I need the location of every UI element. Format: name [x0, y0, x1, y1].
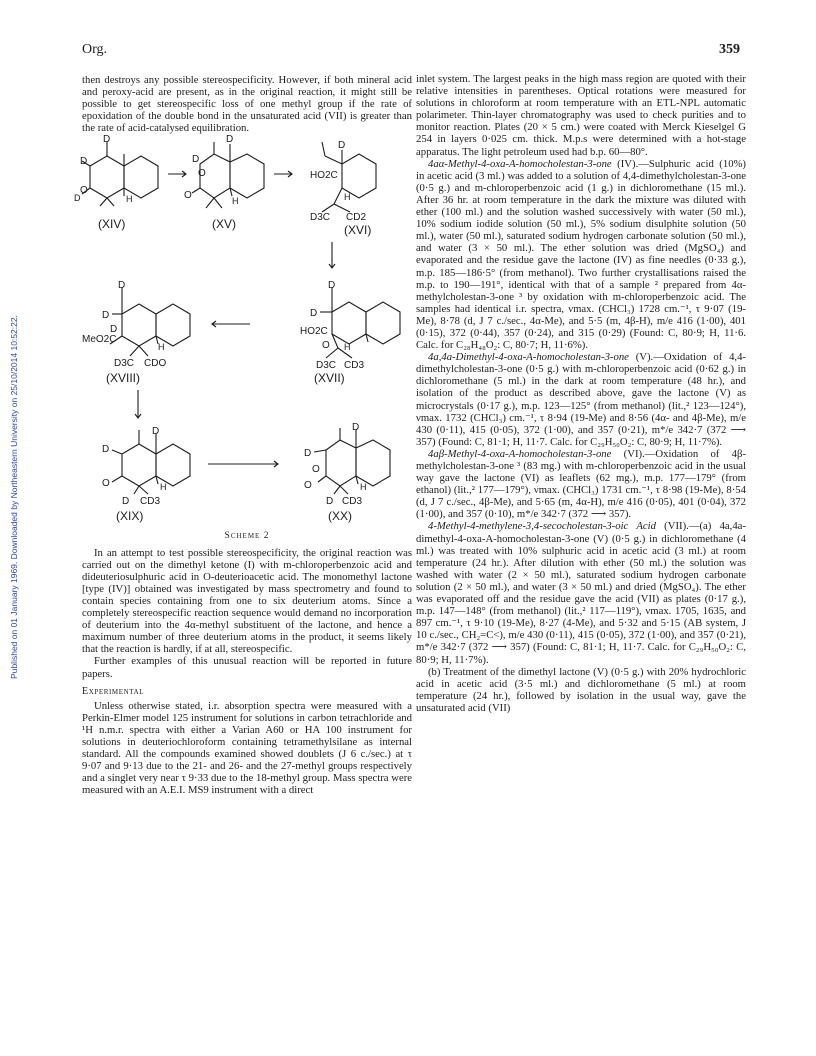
running-header-journal: Org.	[82, 42, 108, 57]
atom-label: CD3	[344, 360, 365, 372]
atom-label: MeO2C	[82, 334, 117, 346]
compound-label: (XV)	[212, 217, 236, 232]
scheme-caption: Scheme 2	[224, 531, 270, 542]
atom-label: D	[152, 426, 160, 438]
atom-label: D	[74, 193, 81, 204]
atom-label: H	[232, 196, 239, 207]
compound-name: 4aα-Methyl-4-oxa-A-homocholestan-3-one	[428, 157, 612, 170]
atom-label: D	[102, 444, 110, 456]
atom-label: D	[103, 134, 111, 146]
procedure-text: (IV).—Sulphuric acid (10%) in acetic acid (3 ml.) was added to a solution of 4,4-dimethylcholestan-3-one (0·5 g.) and m-chloroperbenzoic acid (1 g.) in dichloromethane (15 ml.). After 36 hr. at room temperature in the dark the mixture was diluted with ether (100 ml.) and the solution washed successively with water (50 ml.), 10% sodium iodide solution (50 ml.), 5% sodium disulphite solution (50 ml.), water (50 ml.), saturated sodium hydrogen carbonate solution (50 ml.), and water (3 × 50 ml.). The ether solution was dried (MgSO₄) and evaporated and the residue gave the lactone (IV) as fine needles (0·33 g.), m.p. 185—186·5° (from methanol). Two further crystallisations raised the m.p. to 190—191°, identical with that of a sample ² prepared from 4α-methylcholestan-3-one ³ by oxidation with m-chloroperbenzoic acid. The samples had identical i.r. spectra, νmax. (CHCl₃) 1728 cm.⁻¹, τ 9·07 (19-Me), 8·78 (d, J 7 c./sec., 4α-Me), and 5·5 (m, 4β-H), m/e 416 (1·00), 401 (0·15), 372 (0·44), 357 (0·24), and 315 (0·29) (Found: C, 80·9; H, 11·6. Calc. for C₂₈H₄₈O₂: C, 80·7; H, 11·6%).	[416, 157, 746, 352]
procedure-paragraph	[416, 158, 746, 352]
atom-label: O	[184, 190, 192, 202]
experimental-paragraph: Unless otherwise stated, i.r. absorption spectra were measured with a Perkin-Elmer model 125 instrument for solutions in carbon tetrachloride and ¹H n.m.r. spectra with either a Varian A60 or HA 100 instrument for solutions in deuteriochloroform containing tetramethylsilane as internal standard. All the compounds examined showed doublets (J 6 c./sec.) at τ 9·07 and 9·13 due to the 21- and 26- and the 27-methyl groups respectively and a singlet very near τ 9·33 due to the 18-methyl group. Mass spectra were measured with an A.E.I. MS9 instrument with a direct	[82, 699, 412, 797]
download-watermark-text[interactable]: Published on 01 January 1969. Downloaded by Northeastern University on 25/10/2014 10:52:22.	[9, 315, 19, 679]
procedure-paragraph: (b) Treatment of the dimethyl lactone (V) (0·5 g.) with 20% hydrochloric acid in acetic acid (3·5 ml.) and dichloromethane (5 ml.) at room temperature (24 hr.), followed by isolation in the usual way, gave the unsaturated acid (VII)	[416, 665, 746, 714]
atom-label: O	[198, 168, 206, 180]
scheme-drawing	[74, 134, 412, 530]
page-number: 359	[719, 42, 740, 57]
atom-label: D	[338, 140, 346, 152]
atom-label: H	[360, 482, 367, 493]
atom-label: D	[122, 496, 130, 508]
atom-label: H	[344, 192, 351, 203]
atom-label: O	[322, 340, 330, 352]
compound-label: (XVI)	[344, 223, 372, 238]
atom-label: H	[344, 342, 351, 353]
atom-label: D	[226, 134, 234, 146]
atom-label: O	[102, 478, 110, 490]
atom-label: D	[192, 154, 200, 166]
atom-label: D	[102, 310, 110, 322]
body-paragraph: In an attempt to test possible stereospecificity, the original reaction was carried out on the dimethyl ketone (I) with m-chloroperbenzoic acid and dideuteriosulphuric acid in O-deuterioacetic acid. The monomethyl lactone [type (IV)] obtained was investigated by mass spectrometry and found to contain species containing from one to six deuterium atoms. Since a completely stereospecific reaction sequence would demand no incorporation of deuterium into the 4α-methyl substituent of the lactone, and hence a maximum number of three deuterium atoms in the product, it seems likely that the reaction is hardly, if at all, stereospecific.	[82, 546, 412, 656]
atom-label: CDO	[144, 358, 167, 370]
atom-label: D3C	[310, 212, 331, 224]
compound-label: (XVII)	[314, 371, 345, 386]
section-heading-experimental: Experimental	[82, 685, 145, 697]
atom-label: H	[158, 342, 165, 353]
atom-label: CD3	[140, 496, 161, 508]
atom-label: D	[328, 280, 336, 292]
intro-paragraph: then destroys any possible stereospecificity. However, if both mineral acid and peroxy-acid are present, as in the original reaction, it might still be possible to get stereospecific loss of one methyl group if the rate of epoxidation of the double bond in the unsaturated acid (VII) is greater than the rate of acid-catalysed equilibration.	[82, 74, 412, 135]
atom-label: D	[304, 448, 312, 460]
procedure-text: (VI).—Oxidation of 4β-methylcholestan-3-one ³ (83 mg.) with m-chloroperbenzoic acid in the usual way gave the lactone (VI) as leaflets (62 mg.), m.p. 177—179° (from ethanol) (lit.,² 177—179°), νmax. (CHCl₃) 1731 cm.⁻¹, τ 8·98 (19-Me), 8·54 (d, J 7 c./sec., 4β-Me), and 5·65 (m, 4α-H), m/e 416 (0·05), 401 (0·04), 372 (1·00), and 357 (0·10), m*/e 342·7 (372 ⟶ 357).	[416, 447, 746, 521]
atom-label: O	[304, 480, 312, 492]
atom-label: HO2C	[300, 326, 328, 338]
atom-label: D	[310, 308, 318, 320]
compound-label: (XIX)	[116, 509, 144, 524]
atom-label: D	[118, 280, 126, 292]
atom-label: D	[80, 156, 88, 168]
compound-name: 4aβ-Methyl-4-oxa-A-homocholestan-3-one	[428, 447, 612, 460]
right-column	[416, 73, 746, 714]
procedure-text: (VII).—(a) 4a,4a-dimethyl-4-oxa-A-homocholestan-3-one (V) (0·5 g.) in dichloromethane (4 ml.) was treated with 10% sulphuric acid in acetic acid (3 ml.) at room temperature (24 hr.). After dilution with ether (50 ml.) the solution was washed with water (2 × 50 ml.), saturated sodium hydrogen carbonate solution (2 × 50 ml.), and water (3 × 50 ml.) and dried (MgSO₄). The ether was evaporated off and the residue gave the acid (VII) as plates (0·17 g.), m.p. 147—148° (from methanol) (lit.,² 117—119°), νmax. 1705, 1635, and 897 cm.⁻¹, τ 9·10 (19-Me), 8·27 (4-Me), and 5·32 and 5·15 (AB system, J 10 c./sec., CH₂=C<), m/e 430 (0·11), 415 (0·05), 372 (1·00), and 357 (0·21), m*/e 342·7 (372 ⟶ 357) (Found: C, 81·1; H, 11·7. Calc. for C₂₉H₅₀O₂: C, 80·9; H, 11·7%).	[416, 520, 746, 666]
procedure-paragraph	[416, 520, 746, 665]
body-paragraph: Further examples of this unusual reaction will be reported in future papers.	[82, 655, 412, 680]
procedure-paragraph	[416, 448, 746, 521]
atom-label: D3C	[316, 360, 337, 372]
atom-label: O	[80, 185, 88, 197]
left-column	[74, 74, 412, 797]
atom-label: CD3	[342, 496, 363, 508]
atom-label: CD2	[346, 212, 367, 224]
atom-label: HO2C	[310, 170, 338, 182]
atom-label: H	[160, 482, 167, 493]
atom-label: D	[326, 496, 334, 508]
atom-label: D	[352, 422, 360, 434]
atom-label: O	[312, 464, 320, 476]
atom-label: D	[110, 324, 118, 336]
compound-label: (XVIII)	[106, 371, 141, 386]
compound-label: (XX)	[328, 509, 352, 524]
compound-label: (XIV)	[98, 217, 126, 232]
download-watermark	[6, 120, 22, 880]
reaction-scheme	[74, 134, 412, 530]
procedure-paragraph	[416, 351, 746, 448]
compound-name: 4-Methyl-4-methylene-3,4-secocholestan-3-oic Acid	[428, 520, 656, 533]
body-paragraph: inlet system. The largest peaks in the high mass region are quoted with their relative intensities in parentheses. Optical rotations were measured for solutions in chloroform at room temperature with an ETL-NPL automatic polarimeter. Thin-layer chromatography was used to check purities and to monitor reaction. Plates (20 × 5 cm.) were coated with Merck Kieselgel G 254 in layers 0·025 cm. thick. M.p.s were determined with a hot-stage apparatus. The light petroleum used had b.p. 60—80°.	[416, 73, 746, 158]
compound-name: 4a,4a-Dimethyl-4-oxa-A-homocholestan-3-one	[428, 351, 629, 364]
atom-label: H	[126, 194, 133, 205]
atom-label: D3C	[114, 358, 135, 370]
procedure-text: (V).—Oxidation of 4,4-dimethylcholestan-3-one (0·5 g.) with m-chloroperbenzoic acid (0·62 g.) in dichloromethane (5 ml.) in the dark at room temperature (48 hr.), and isolation of the product as described above, gave the lactone (V) as microcrystals (0·17 g.), m.p. 123—125° (from methanol) (lit.,² 123—124°), νmax. 1732 (CHCl₃) cm.⁻¹, τ 8·94 (19-Me) and 8·56 (4α- and 4β-Me), m/e 430 (0·11), 415 (0·05), 372 (1·00), and 357 (0·21), m*/e 342·7 (372 ⟶ 357) (Found: C, 81·1; H, 11·7. Calc. for C₂₉H₅₀O₂: C, 80·9; H, 11·7%).	[416, 351, 746, 448]
